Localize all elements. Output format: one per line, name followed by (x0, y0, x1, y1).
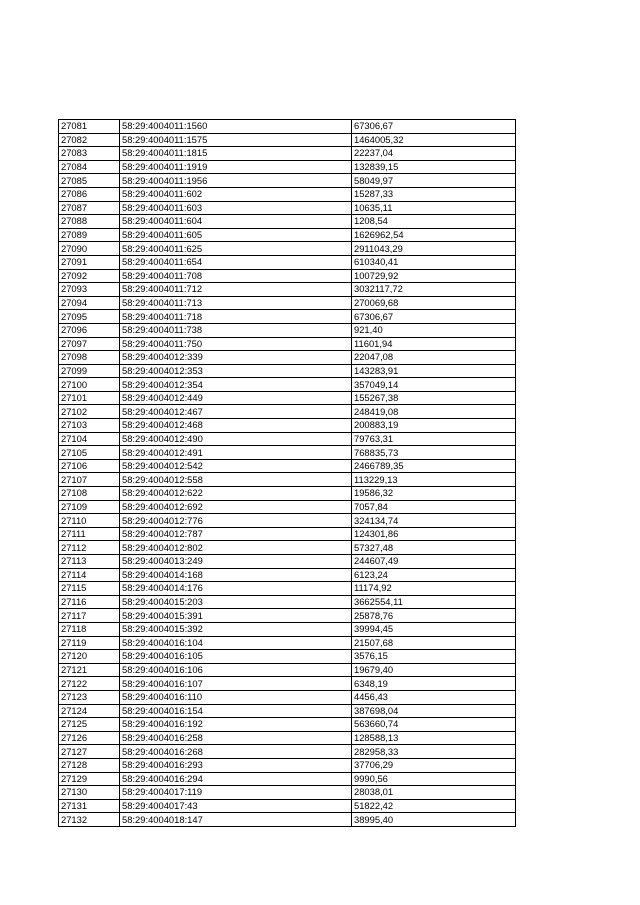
value-cell: 67306,67 (352, 310, 516, 324)
row-number-cell: 27085 (59, 174, 120, 188)
cadastral-number-cell: 58:29:4004012:491 (120, 446, 352, 460)
cadastral-number-cell: 58:29:4004012:354 (120, 378, 352, 392)
row-number-cell: 27120 (59, 650, 120, 664)
table-row (59, 704, 516, 718)
cadastral-number-cell: 58:29:4004011:602 (120, 187, 352, 201)
value-cell: 10635,11 (352, 201, 516, 215)
table-row (59, 283, 516, 297)
value-cell: 7057,84 (352, 500, 516, 514)
table-row (59, 432, 516, 446)
table-row (59, 799, 516, 813)
value-cell: 128588,13 (352, 731, 516, 745)
value-cell: 155267,38 (352, 391, 516, 405)
table-row (59, 405, 516, 419)
table-row (59, 160, 516, 174)
cadastral-number-cell: 58:29:4004017:43 (120, 799, 352, 813)
value-cell: 11174,92 (352, 582, 516, 596)
table-row (59, 269, 516, 283)
table-row (59, 323, 516, 337)
cadastral-number-cell: 58:29:4004011:708 (120, 269, 352, 283)
row-number-cell: 27088 (59, 215, 120, 229)
cadastral-number-cell: 58:29:4004011:605 (120, 228, 352, 242)
value-cell: 124301,86 (352, 527, 516, 541)
cadastral-number-cell: 58:29:4004012:449 (120, 391, 352, 405)
value-cell: 39994,45 (352, 622, 516, 636)
table-row (59, 677, 516, 691)
value-cell: 11601,94 (352, 337, 516, 351)
row-number-cell: 27103 (59, 419, 120, 433)
row-number-cell: 27117 (59, 609, 120, 623)
row-number-cell: 27081 (59, 120, 120, 134)
table-row (59, 351, 516, 365)
row-number-cell: 27114 (59, 568, 120, 582)
cadastral-number-cell: 58:29:4004012:802 (120, 541, 352, 555)
cadastral-number-cell: 58:29:4004011:1575 (120, 133, 352, 147)
cadastral-number-cell: 58:29:4004012:776 (120, 514, 352, 528)
value-cell: 244607,49 (352, 555, 516, 569)
table-row (59, 500, 516, 514)
cadastral-number-cell: 58:29:4004011:738 (120, 323, 352, 337)
row-number-cell: 27119 (59, 636, 120, 650)
row-number-cell: 27129 (59, 772, 120, 786)
cadastral-number-cell: 58:29:4004012:490 (120, 432, 352, 446)
row-number-cell: 27086 (59, 187, 120, 201)
cadastral-number-cell: 58:29:4004016:107 (120, 677, 352, 691)
value-cell: 3032117,72 (352, 283, 516, 297)
row-number-cell: 27082 (59, 133, 120, 147)
value-cell: 28038,01 (352, 786, 516, 800)
table-row (59, 174, 516, 188)
row-number-cell: 27132 (59, 813, 120, 827)
value-cell: 57327,48 (352, 541, 516, 555)
row-number-cell: 27083 (59, 147, 120, 161)
table-row (59, 419, 516, 433)
cadastral-number-cell: 58:29:4004014:176 (120, 582, 352, 596)
row-number-cell: 27104 (59, 432, 120, 446)
row-number-cell: 27126 (59, 731, 120, 745)
value-cell: 2911043,29 (352, 242, 516, 256)
value-cell: 3576,15 (352, 650, 516, 664)
value-cell: 3662554,11 (352, 595, 516, 609)
value-cell: 610340,41 (352, 255, 516, 269)
value-cell: 2466789,35 (352, 459, 516, 473)
row-number-cell: 27092 (59, 269, 120, 283)
row-number-cell: 27095 (59, 310, 120, 324)
value-cell: 357049,14 (352, 378, 516, 392)
cadastral-number-cell: 58:29:4004012:542 (120, 459, 352, 473)
table-row (59, 582, 516, 596)
cadastral-number-cell: 58:29:4004014:168 (120, 568, 352, 582)
table-row (59, 147, 516, 161)
table-row (59, 364, 516, 378)
value-cell: 921,40 (352, 323, 516, 337)
row-number-cell: 27122 (59, 677, 120, 691)
cadastral-number-cell: 58:29:4004011:750 (120, 337, 352, 351)
value-cell: 563660,74 (352, 718, 516, 732)
cadastral-number-cell: 58:29:4004011:1815 (120, 147, 352, 161)
cadastral-number-cell: 58:29:4004012:622 (120, 487, 352, 501)
value-cell: 143283,91 (352, 364, 516, 378)
value-cell: 387698,04 (352, 704, 516, 718)
row-number-cell: 27130 (59, 786, 120, 800)
table-row (59, 527, 516, 541)
row-number-cell: 27102 (59, 405, 120, 419)
table-row (59, 255, 516, 269)
value-cell: 22237,04 (352, 147, 516, 161)
cadastral-number-cell: 58:29:4004011:1956 (120, 174, 352, 188)
cadastral-number-cell: 58:29:4004016:105 (120, 650, 352, 664)
row-number-cell: 27100 (59, 378, 120, 392)
cadastral-number-cell: 58:29:4004011:603 (120, 201, 352, 215)
table-row (59, 568, 516, 582)
cadastral-number-cell: 58:29:4004012:558 (120, 473, 352, 487)
cadastral-number-cell: 58:29:4004015:392 (120, 622, 352, 636)
table-row (59, 391, 516, 405)
value-cell: 15287,33 (352, 187, 516, 201)
table-row (59, 296, 516, 310)
cadastral-number-cell: 58:29:4004016:258 (120, 731, 352, 745)
table-row (59, 215, 516, 229)
table-row (59, 187, 516, 201)
cadastral-number-cell: 58:29:4004015:391 (120, 609, 352, 623)
value-cell: 19586,32 (352, 487, 516, 501)
table-body (59, 120, 516, 827)
row-number-cell: 27121 (59, 663, 120, 677)
value-cell: 200883,19 (352, 419, 516, 433)
cadastral-number-cell: 58:29:4004012:787 (120, 527, 352, 541)
value-cell: 1626962,54 (352, 228, 516, 242)
table-row (59, 690, 516, 704)
row-number-cell: 27109 (59, 500, 120, 514)
cadastral-number-cell: 58:29:4004012:692 (120, 500, 352, 514)
value-cell: 248419,08 (352, 405, 516, 419)
row-number-cell: 27107 (59, 473, 120, 487)
value-cell: 100729,92 (352, 269, 516, 283)
table-row (59, 718, 516, 732)
cadastral-number-cell: 58:29:4004015:203 (120, 595, 352, 609)
row-number-cell: 27084 (59, 160, 120, 174)
cadastral-number-cell: 58:29:4004011:718 (120, 310, 352, 324)
cadastral-number-cell: 58:29:4004012:467 (120, 405, 352, 419)
cadastral-number-cell: 58:29:4004012:468 (120, 419, 352, 433)
cadastral-number-cell: 58:29:4004017:119 (120, 786, 352, 800)
cadastral-number-cell: 58:29:4004011:1919 (120, 160, 352, 174)
row-number-cell: 27123 (59, 690, 120, 704)
table-row (59, 378, 516, 392)
row-number-cell: 27091 (59, 255, 120, 269)
row-number-cell: 27124 (59, 704, 120, 718)
cadastral-number-cell: 58:29:4004013:249 (120, 555, 352, 569)
table-row (59, 310, 516, 324)
value-cell: 51822,42 (352, 799, 516, 813)
table-row (59, 786, 516, 800)
value-cell: 1208,54 (352, 215, 516, 229)
value-cell: 324134,74 (352, 514, 516, 528)
value-cell: 58049,97 (352, 174, 516, 188)
table-row (59, 772, 516, 786)
table-row (59, 473, 516, 487)
cadastral-number-cell: 58:29:4004012:339 (120, 351, 352, 365)
value-cell: 6123,24 (352, 568, 516, 582)
value-cell: 9990,56 (352, 772, 516, 786)
table-row (59, 541, 516, 555)
table-row (59, 487, 516, 501)
cadastral-number-cell: 58:29:4004016:110 (120, 690, 352, 704)
value-cell: 19679,40 (352, 663, 516, 677)
row-number-cell: 27111 (59, 527, 120, 541)
cadastral-number-cell: 58:29:4004016:106 (120, 663, 352, 677)
cadastral-number-cell: 58:29:4004012:353 (120, 364, 352, 378)
cadastral-number-cell: 58:29:4004016:294 (120, 772, 352, 786)
cadastral-number-cell: 58:29:4004016:154 (120, 704, 352, 718)
row-number-cell: 27127 (59, 745, 120, 759)
row-number-cell: 27094 (59, 296, 120, 310)
row-number-cell: 27096 (59, 323, 120, 337)
table-row (59, 622, 516, 636)
table-row (59, 731, 516, 745)
value-cell: 22047,08 (352, 351, 516, 365)
table-row (59, 228, 516, 242)
cadastral-number-cell: 58:29:4004016:192 (120, 718, 352, 732)
table-row (59, 120, 516, 134)
table-row (59, 663, 516, 677)
value-cell: 38995,40 (352, 813, 516, 827)
table-row (59, 758, 516, 772)
table-row (59, 133, 516, 147)
row-number-cell: 27125 (59, 718, 120, 732)
cadastral-number-cell: 58:29:4004011:713 (120, 296, 352, 310)
row-number-cell: 27113 (59, 555, 120, 569)
row-number-cell: 27101 (59, 391, 120, 405)
table-row (59, 636, 516, 650)
table-row (59, 813, 516, 827)
value-cell: 768835,73 (352, 446, 516, 460)
value-cell: 113229,13 (352, 473, 516, 487)
row-number-cell: 27118 (59, 622, 120, 636)
row-number-cell: 27093 (59, 283, 120, 297)
row-number-cell: 27116 (59, 595, 120, 609)
table-row (59, 595, 516, 609)
value-cell: 1464005,32 (352, 133, 516, 147)
row-number-cell: 27131 (59, 799, 120, 813)
table-row (59, 650, 516, 664)
cadastral-number-cell: 58:29:4004011:625 (120, 242, 352, 256)
table-row (59, 555, 516, 569)
cadastral-number-cell: 58:29:4004018:147 (120, 813, 352, 827)
data-table (58, 119, 516, 827)
row-number-cell: 27106 (59, 459, 120, 473)
value-cell: 67306,67 (352, 120, 516, 134)
row-number-cell: 27089 (59, 228, 120, 242)
table-row (59, 446, 516, 460)
value-cell: 21507,68 (352, 636, 516, 650)
cadastral-number-cell: 58:29:4004016:293 (120, 758, 352, 772)
row-number-cell: 27115 (59, 582, 120, 596)
value-cell: 4456,43 (352, 690, 516, 704)
row-number-cell: 27105 (59, 446, 120, 460)
value-cell: 6348,19 (352, 677, 516, 691)
row-number-cell: 27098 (59, 351, 120, 365)
row-number-cell: 27097 (59, 337, 120, 351)
table-row (59, 609, 516, 623)
value-cell: 25878,76 (352, 609, 516, 623)
row-number-cell: 27087 (59, 201, 120, 215)
cadastral-number-cell: 58:29:4004016:268 (120, 745, 352, 759)
value-cell: 282958,33 (352, 745, 516, 759)
table-row (59, 514, 516, 528)
cadastral-number-cell: 58:29:4004016:104 (120, 636, 352, 650)
value-cell: 132839,15 (352, 160, 516, 174)
table-row (59, 745, 516, 759)
row-number-cell: 27128 (59, 758, 120, 772)
row-number-cell: 27112 (59, 541, 120, 555)
cadastral-number-cell: 58:29:4004011:712 (120, 283, 352, 297)
cadastral-number-cell: 58:29:4004011:604 (120, 215, 352, 229)
table-row (59, 201, 516, 215)
row-number-cell: 27090 (59, 242, 120, 256)
table-row (59, 459, 516, 473)
row-number-cell: 27110 (59, 514, 120, 528)
cadastral-number-cell: 58:29:4004011:654 (120, 255, 352, 269)
row-number-cell: 27108 (59, 487, 120, 501)
row-number-cell: 27099 (59, 364, 120, 378)
table-row (59, 337, 516, 351)
cadastral-number-cell: 58:29:4004011:1560 (120, 120, 352, 134)
value-cell: 79763,31 (352, 432, 516, 446)
table-row (59, 242, 516, 256)
value-cell: 270069,68 (352, 296, 516, 310)
value-cell: 37706,29 (352, 758, 516, 772)
